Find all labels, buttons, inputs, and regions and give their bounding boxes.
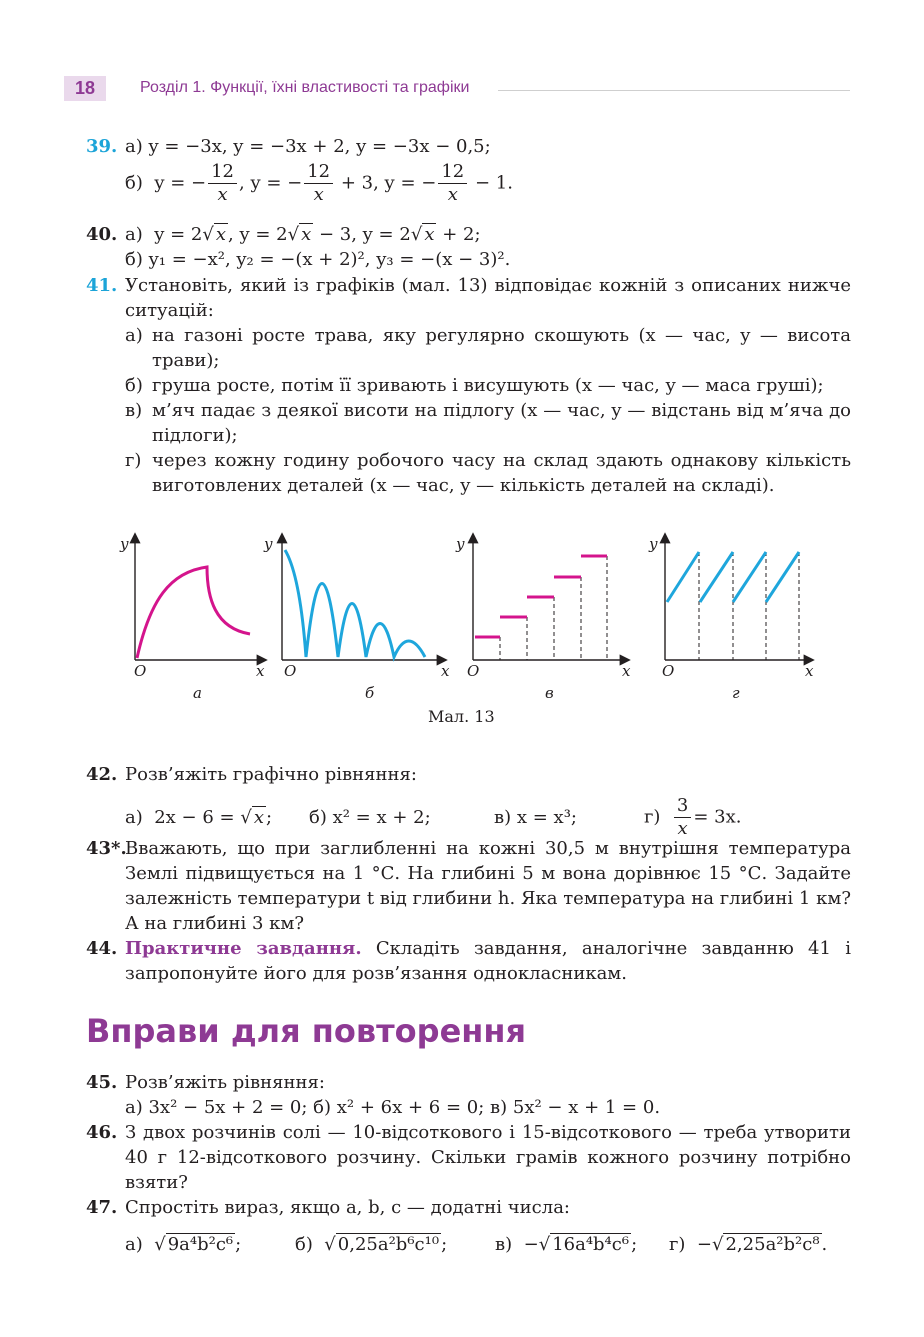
- graph-c: [473, 535, 628, 660]
- formula-part: −: [523, 1234, 539, 1255]
- formula-part: + 2;: [436, 224, 481, 245]
- exercise-42-items: [125, 795, 851, 839]
- item-text: груша росте, потім її зривають і висушують (x — час, y — маса груші);: [152, 375, 824, 396]
- numerator: 12: [304, 161, 333, 184]
- item-label: а): [125, 807, 143, 828]
- fraction: [674, 795, 691, 840]
- formula-part: −: [696, 1234, 712, 1255]
- fraction: [208, 161, 237, 206]
- exercise-number: 39.: [86, 136, 118, 157]
- graph-b: [282, 535, 445, 660]
- exercise-45-text: Розв’яжіть рівняння:: [125, 1072, 325, 1093]
- item-label: б): [295, 1234, 313, 1255]
- formula-part: ;: [631, 1234, 638, 1255]
- item-text: на газоні росте трава, яку регулярно скошують (x — час, y — висота трави);: [152, 325, 851, 371]
- formula-part: , y = −: [239, 172, 303, 194]
- axis-x-label: x: [256, 662, 265, 680]
- figure-caption: Мал. 13: [428, 707, 495, 726]
- exercise-41-text: Установіть, який із графіків (мал. 13) відповідає кожній з описаних нижче ситуацій:: [125, 275, 851, 321]
- item-label: г): [125, 450, 142, 471]
- item-label: в): [495, 1234, 513, 1255]
- exercise-47-d: г) −√ 2,25a²b²c⁸ .: [669, 1234, 828, 1255]
- exercise-47-a: а) √ 9a⁴b²c⁶ ;: [125, 1234, 242, 1255]
- exercise-number: 41.: [86, 275, 118, 296]
- exercise-41: [86, 273, 851, 498]
- item-label: б): [125, 172, 143, 194]
- graph-label-a: а: [193, 684, 202, 702]
- page-number: 18: [64, 76, 106, 101]
- exercise-number: 43*.: [86, 838, 127, 859]
- exercise-39: [86, 134, 851, 206]
- item-label: а): [125, 1234, 143, 1255]
- formula-part: .: [821, 1234, 828, 1255]
- exercise-47-c: в) −√ 16a⁴b⁴c⁶ ;: [495, 1234, 638, 1255]
- radicand: 2,25a²b²c⁸: [725, 1234, 820, 1255]
- exercise-43-text: Вважають, що при заглибленні на кожні 30,5 м внутрішня температура Землі підвищується на 1 °С. На глибині 5 м вона дорівнює 15 °С. Задайте залежність температури t від глибини h. Яка температура на глибині 1 км? А на глибині 3 км?: [125, 838, 851, 934]
- graph-a: [135, 535, 265, 660]
- exercise-42-d: [644, 795, 742, 840]
- item-text: через кожну годину робочого часу на склад здають однакову кількість виготовлених деталей (x — час, y — кількість деталей на складі).: [152, 450, 851, 496]
- axis-x-label: x: [622, 662, 631, 680]
- graph-d: [665, 535, 812, 660]
- exercise-39-a: а) y = −3x, y = −3x + 2, y = −3x − 0,5;: [125, 136, 491, 157]
- formula-part: , y = 2: [228, 224, 288, 245]
- axis-x-label: x: [805, 662, 814, 680]
- item-text: м’яч падає з деякої висоти на підлогу (x — час, y — відстань від м’яча до підлоги);: [152, 400, 851, 446]
- exercise-47-items: [125, 1228, 851, 1264]
- item-label: а): [125, 224, 143, 245]
- axis-y-label: y: [456, 535, 465, 553]
- numerator: 12: [208, 161, 237, 184]
- graph-label-d: г: [732, 684, 740, 702]
- exercise-42-text: Розв’яжіть графічно рівняння:: [125, 764, 417, 785]
- exercise-44-text: [125, 936, 851, 986]
- denominator: x: [313, 184, 324, 205]
- origin-label: O: [662, 662, 675, 680]
- radicand: x: [301, 224, 312, 245]
- exercise-42-b: б) x² = x + 2;: [309, 807, 431, 828]
- exercise-41-item-b: [125, 373, 851, 398]
- exercise-44-body: Складіть завдання, аналогічне завданню 41 і запропонуйте його для розв’язання однокласникам.: [125, 938, 851, 984]
- exercise-45-line: а) 3x² − 5x + 2 = 0; б) x² + 6x + 6 = 0; в) 5x² − x + 1 = 0.: [125, 1097, 661, 1118]
- radicand: x: [424, 224, 435, 245]
- formula-part: 2x − 6 =: [154, 807, 241, 828]
- origin-label: O: [284, 662, 297, 680]
- denominator: x: [217, 184, 228, 205]
- exercise-number: 47.: [86, 1197, 118, 1218]
- formula-part: − 1.: [469, 172, 513, 194]
- exercise-46: [86, 1120, 851, 1195]
- exercise-42-c: в) x = x³;: [494, 807, 577, 828]
- axis-y-label: y: [264, 535, 273, 553]
- numerator: 3: [674, 795, 691, 818]
- exercise-42: [86, 762, 851, 839]
- exercise-46-text: З двох розчинів солі — 10-відсоткового і 15-відсоткового — треба утворити 40 г 12-відсоткового розчину. Скільки грамів кожного розчину потрібно взяти?: [125, 1122, 851, 1193]
- formula-part: ;: [265, 807, 273, 828]
- origin-label: O: [134, 662, 147, 680]
- numerator: 12: [438, 161, 467, 184]
- item-label: а): [125, 325, 143, 346]
- exercise-40-b: б) y₁ = −x², y₂ = −(x + 2)², y₃ = −(x − 3)².: [125, 249, 511, 270]
- practical-task-label: Практичне завдання.: [125, 938, 362, 959]
- formula-part: y = 2: [154, 224, 203, 245]
- denominator: x: [677, 818, 688, 839]
- formula-part: + 3, y = −: [335, 172, 437, 194]
- axis-x-label: x: [441, 662, 450, 680]
- exercise-number: 45.: [86, 1072, 118, 1093]
- radicand: x: [215, 224, 227, 245]
- axis-y-label: y: [649, 535, 658, 553]
- header-rule: [498, 90, 850, 91]
- section-title: Вправи для повторення: [86, 1012, 527, 1050]
- exercise-47: [86, 1195, 851, 1264]
- graph-label-b: б: [365, 684, 375, 702]
- exercise-47-text: Спростіть вираз, якщо a, b, c — додатні числа:: [125, 1197, 570, 1218]
- exercise-number: 46.: [86, 1122, 118, 1143]
- exercise-42-a: а) 2x − 6 = √ x ;: [125, 807, 273, 828]
- fraction: [438, 161, 467, 206]
- exercise-number: 40.: [86, 224, 118, 245]
- exercise-40-a: а) y = 2√ x , y = 2√ x − 3, y = 2√ x + 2;: [125, 224, 481, 245]
- exercise-number: 42.: [86, 764, 118, 785]
- radicand: 9a⁴b²c⁶: [167, 1234, 234, 1255]
- fraction: [304, 161, 333, 206]
- exercise-40: [86, 222, 851, 272]
- item-label: б): [125, 375, 143, 396]
- chapter-title: Розділ 1. Функції, їхні властивості та графіки: [140, 79, 470, 96]
- radicand: 0,25a²b⁶c¹⁰: [337, 1234, 440, 1255]
- exercise-number: 44.: [86, 938, 118, 959]
- exercise-45: [86, 1070, 851, 1120]
- exercise-44: [86, 936, 851, 986]
- formula-part: ;: [441, 1234, 448, 1255]
- formula-part: = 3x.: [693, 806, 742, 828]
- item-label: г): [669, 1234, 686, 1255]
- item-label: г): [644, 806, 661, 828]
- graph-label-c: в: [545, 684, 554, 702]
- formula-part: − 3, y = 2: [313, 224, 411, 245]
- exercise-41-item-a: [125, 323, 851, 373]
- origin-label: O: [467, 662, 480, 680]
- radicand: 16a⁴b⁴c⁶: [552, 1234, 630, 1255]
- exercise-43: [86, 836, 851, 936]
- exercise-41-item-c: [125, 398, 851, 448]
- formula-part: ;: [235, 1234, 242, 1255]
- axis-y-label: y: [120, 535, 129, 553]
- exercise-41-item-d: [125, 448, 851, 498]
- denominator: x: [447, 184, 458, 205]
- radicand: x: [253, 807, 264, 828]
- exercise-47-b: б) √ 0,25a²b⁶c¹⁰ ;: [295, 1234, 448, 1255]
- item-label: в): [125, 400, 143, 421]
- exercise-39-b: [125, 161, 851, 206]
- formula-part: y = −: [154, 172, 207, 194]
